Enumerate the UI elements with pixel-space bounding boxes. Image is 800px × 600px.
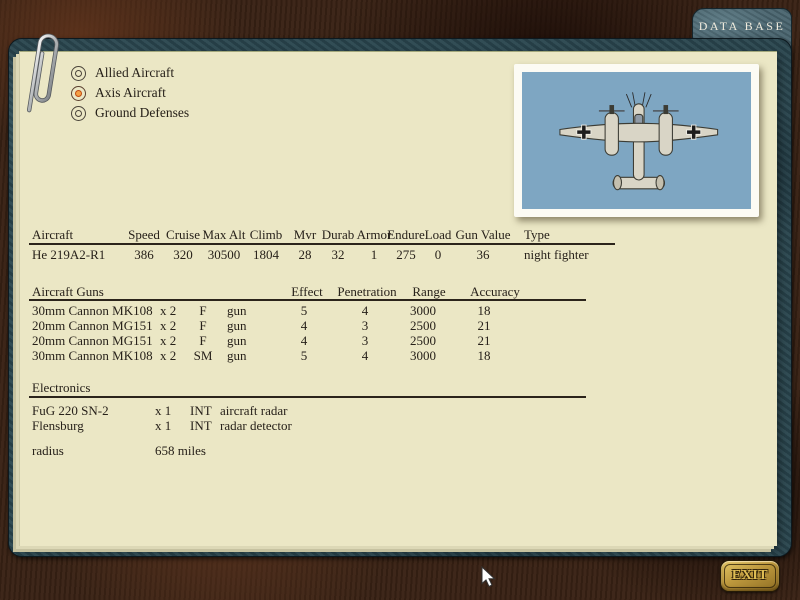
- table-row: [32, 349, 632, 363]
- cell: night fighter: [524, 247, 589, 262]
- cell: 28: [298, 247, 312, 262]
- table-row: [32, 304, 632, 318]
- cell: radar detector: [220, 418, 292, 433]
- page-title: DATA BASE: [698, 19, 786, 33]
- cell: 4: [300, 333, 308, 348]
- guns-table-header-row: [32, 285, 632, 299]
- cell: 18: [477, 348, 491, 363]
- radio-axis-aircraft[interactable]: [71, 83, 189, 103]
- electronics-section-title: Electronics: [32, 380, 91, 395]
- cell: 5: [300, 348, 308, 363]
- cell: 4: [300, 318, 308, 333]
- cell: 30mm Cannon MK108: [32, 348, 153, 363]
- cell: 5: [300, 303, 308, 318]
- radio-dot-icon: [75, 110, 82, 117]
- exit-button-label: EXIT: [731, 568, 769, 583]
- radio-dot-icon: [75, 70, 82, 77]
- col-header: Endure: [387, 227, 425, 242]
- table-row: [32, 404, 632, 418]
- cell: 3: [361, 333, 369, 348]
- cell: gun: [227, 318, 247, 333]
- table-rule: [29, 396, 586, 398]
- cell: F: [199, 318, 207, 333]
- aircraft-table-header-row: [32, 228, 632, 242]
- col-header: Penetration: [337, 284, 397, 299]
- cell: 18: [477, 303, 491, 318]
- cell: 4: [361, 303, 369, 318]
- cell: SM: [193, 348, 213, 363]
- cell: 0: [434, 247, 442, 262]
- guns-section-title: Aircraft Guns: [32, 284, 104, 299]
- col-header: Effect: [291, 284, 323, 299]
- cell: 2500: [410, 333, 436, 348]
- cell: x 2: [160, 303, 177, 318]
- cell: gun: [227, 348, 247, 363]
- exit-button[interactable]: [720, 560, 780, 592]
- cell: gun: [227, 303, 247, 318]
- paper-sheet: [19, 51, 777, 546]
- aircraft-image: [514, 64, 759, 217]
- col-header: Cruise: [166, 227, 200, 242]
- cell: 21: [477, 318, 491, 333]
- cell: 3000: [410, 303, 436, 318]
- radius-label: radius: [32, 443, 64, 458]
- cell: aircraft radar: [220, 403, 288, 418]
- col-header: Armor: [356, 227, 392, 242]
- cell: x 2: [160, 318, 177, 333]
- cell: F: [199, 303, 207, 318]
- radio-dot-icon: [75, 90, 82, 97]
- cell: 1804: [253, 247, 279, 262]
- cell: 320: [173, 247, 193, 262]
- mouse-cursor-icon: [481, 566, 497, 588]
- cell: 30500: [207, 247, 241, 262]
- table-row: [32, 334, 632, 348]
- category-radio-group: [71, 63, 189, 123]
- col-header: Climb: [249, 227, 283, 242]
- col-header: Mvr: [293, 227, 317, 242]
- cell: 3: [361, 318, 369, 333]
- cell: FuG 220 SN-2: [32, 403, 109, 418]
- cell: 20mm Cannon MG151: [32, 333, 153, 348]
- col-header: Aircraft: [32, 227, 74, 242]
- radio-label: Axis Aircraft: [95, 85, 166, 100]
- radio-ground-defenses[interactable]: [71, 103, 189, 123]
- cell: 1: [370, 247, 378, 262]
- cell: x 2: [160, 333, 177, 348]
- cell: 32: [331, 247, 345, 262]
- table-row: [32, 419, 632, 433]
- cell: 3000: [410, 348, 436, 363]
- radio-label: Ground Defenses: [95, 105, 190, 120]
- col-header: Type: [524, 227, 550, 242]
- cell: He 219A2-R1: [32, 247, 106, 262]
- table-row: [32, 248, 632, 262]
- col-header: Durab: [321, 227, 355, 242]
- col-header: Speed: [128, 227, 160, 242]
- cell: 275: [396, 247, 416, 262]
- cell: 20mm Cannon MG151: [32, 318, 153, 333]
- radius-row: [32, 444, 632, 458]
- cell: 4: [361, 348, 369, 363]
- table-rule: [29, 299, 586, 301]
- radio-icon: [71, 106, 86, 121]
- cell: gun: [227, 333, 247, 348]
- radius-value: 658 miles: [155, 443, 206, 458]
- cell: x 1: [155, 403, 172, 418]
- col-header: Accuracy: [470, 284, 520, 299]
- cell: x 2: [160, 348, 177, 363]
- cell: 386: [134, 247, 154, 262]
- radio-label: Allied Aircraft: [95, 65, 175, 80]
- cell: x 1: [155, 418, 172, 433]
- panel-frame: [8, 38, 792, 557]
- col-header: Load: [424, 227, 452, 242]
- cell: F: [199, 333, 207, 348]
- col-header: Max Alt: [202, 227, 246, 242]
- radio-icon: [71, 66, 86, 81]
- table-rule: [29, 243, 615, 245]
- cell: Flensburg: [32, 418, 84, 433]
- cell: 2500: [410, 318, 436, 333]
- cell: 36: [476, 247, 490, 262]
- col-header: Range: [412, 284, 446, 299]
- cell: INT: [190, 418, 212, 433]
- radio-icon: [71, 86, 86, 101]
- col-header: Gun Value: [455, 227, 511, 242]
- radio-allied-aircraft[interactable]: [71, 63, 189, 83]
- cell: 30mm Cannon MK108: [32, 303, 153, 318]
- cell: 21: [477, 333, 491, 348]
- table-row: [32, 319, 632, 333]
- aircraft-top-view-icon: [535, 79, 739, 203]
- cell: INT: [190, 403, 212, 418]
